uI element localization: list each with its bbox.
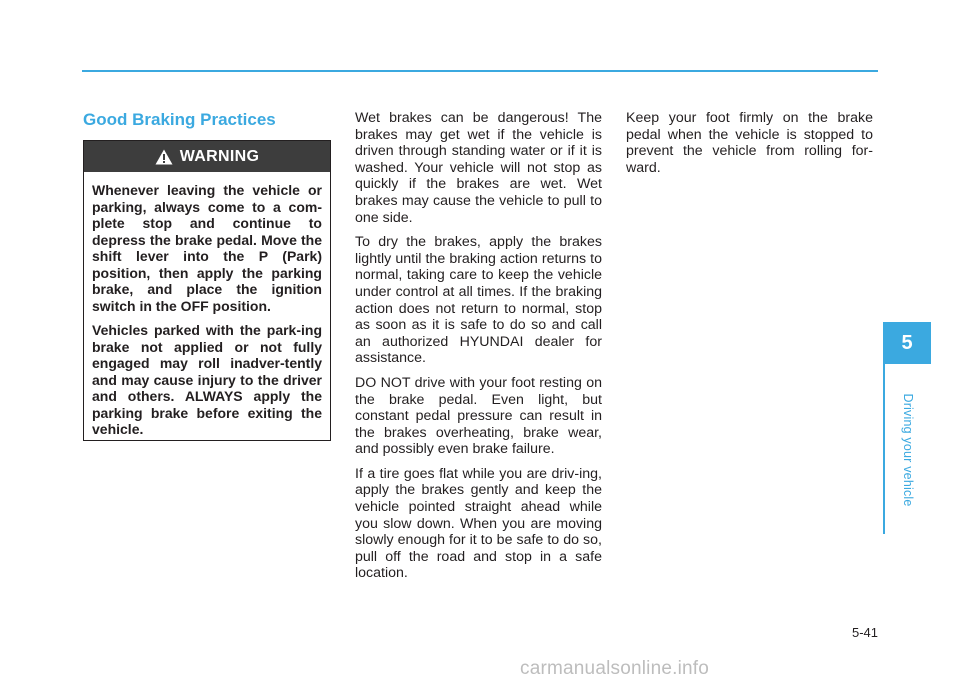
body-paragraph: If a tire goes flat while you are driv-ing, apply the brakes gently and keep the vehicle pointed straight ahead while you slow down. When you are moving slowly enough for it to be safe to do so, pull off the road and stop in a safe location.	[355, 465, 602, 582]
page-number: 5-41	[851, 625, 878, 640]
warning-header	[84, 141, 330, 172]
watermark: carmanualsonline.info	[520, 658, 710, 679]
body-paragraph: Wet brakes can be dangerous! The brakes may get wet if the vehicle is driven through standing water or if it is washed. Your vehicle will not stop as quickly if the brakes are wet. Wet brakes may cause the vehicle to pull to one side.	[355, 110, 602, 226]
right-column	[626, 110, 873, 184]
warning-triangle-icon	[155, 149, 173, 165]
warning-header-label: WARNING	[179, 147, 260, 165]
top-rule	[82, 70, 878, 72]
chapter-number-tab: 5	[883, 322, 931, 364]
warning-paragraph: Vehicles parked with the park-ing brake not applied or not fully engaged may roll inadver-tently and may cause injury to the driver and others. ALWAYS apply the parking brake before exiting the vehicle.	[92, 322, 322, 437]
warning-box	[83, 140, 331, 441]
warning-body	[84, 172, 330, 438]
section-title: Good Braking Practices	[83, 110, 276, 129]
chapter-label: Driving your vehicle	[901, 393, 915, 507]
body-paragraph: DO NOT drive with your foot resting on the brake pedal. Even light, but constant pedal pressure can result in the brakes overheating, brake wear, and possibly even brake failure.	[355, 374, 602, 458]
middle-column	[355, 110, 602, 590]
body-paragraph: To dry the brakes, apply the brakes lightly until the braking action returns to normal, taking care to keep the vehicle under control at all times. If the braking action does not return to normal, stop as soon as it is safe to do so and call an authorized HYUNDAI dealer for assistance.	[355, 234, 602, 367]
body-paragraph: Keep your foot firmly on the brake pedal when the vehicle is stopped to prevent the vehicle from rolling for-ward.	[626, 110, 873, 176]
warning-paragraph: Whenever leaving the vehicle or parking, always come to a com-plete stop and continue to depress the brake pedal. Move the shift lever into the P (Park) position, then apply the parking brake, and place the ignition switch in the OFF position.	[92, 182, 322, 314]
